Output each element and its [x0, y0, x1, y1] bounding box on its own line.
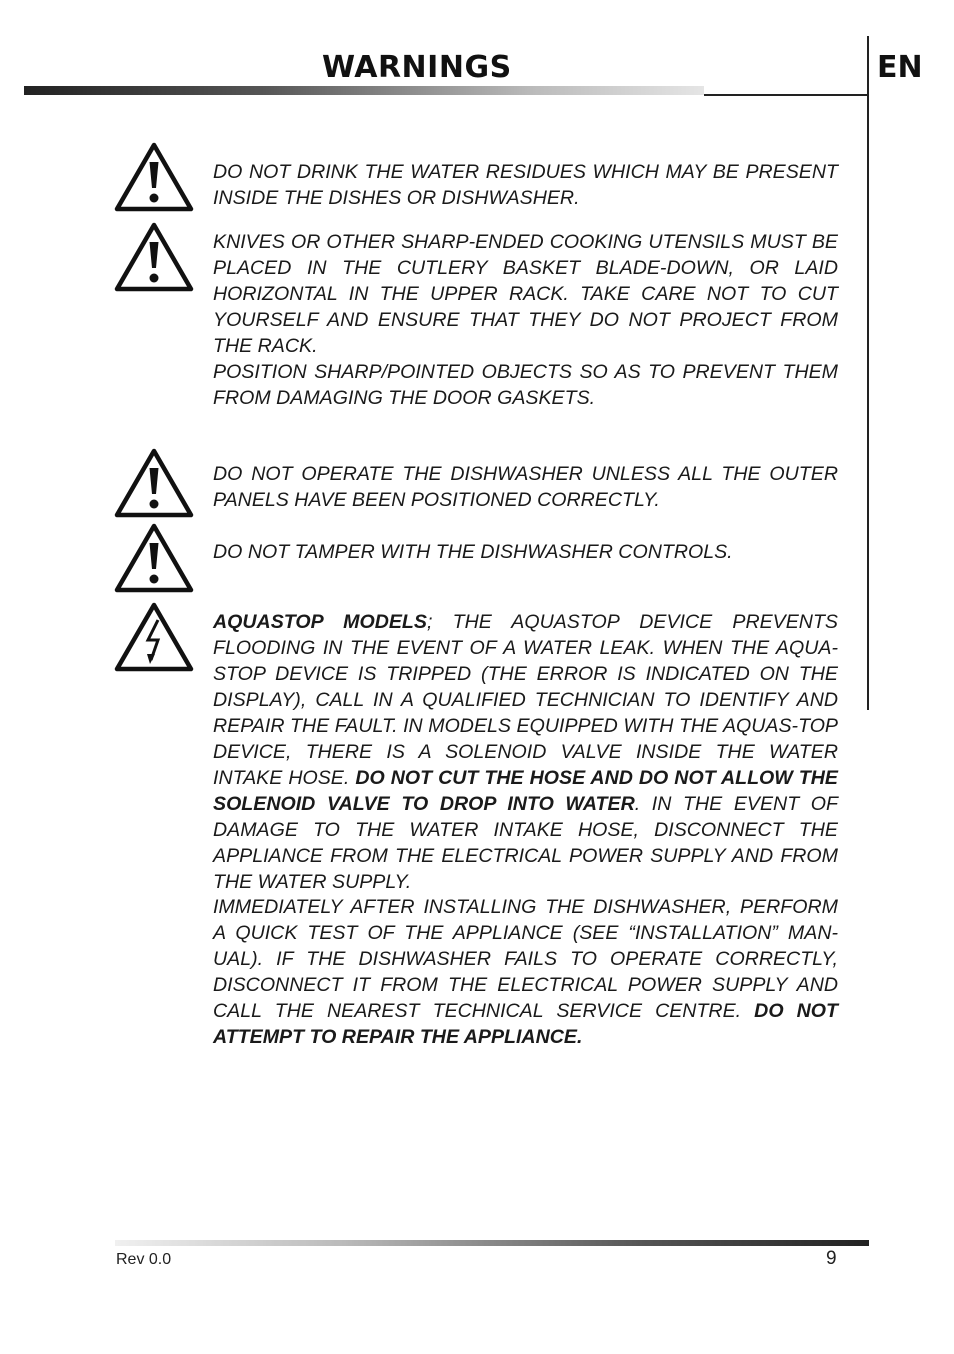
aquastop-models-label: AQUASTOP MODELS	[213, 611, 427, 633]
header-gradient-bar	[24, 86, 704, 95]
aquastop-text: ; THE AQUASTOP DEVICE PREVENTS FLOODING IN THE EVENT OF A WATER LEAK. WHEN THE AQUA-STOP DEVICE IS TRIPPED (THE ERROR IS INDICATED ON THE DISPLAY), CALL IN A QUALIFIED TECHNICIAN TO IDENTIFY AND REPAIR THE FAULT. IN MODELS EQUIPPED WITH THE AQUAS-TOP DEVICE, THERE IS A SOLENOID VALVE INSIDE THE WATER INTAKE HOSE.	[213, 611, 838, 789]
warning-knives: KNIVES OR OTHER SHARP-ENDED COOKING UTENSILS MUST BE PLACED IN THE CUTLERY BASKET BLADE-DOWN, OR LAID HORIZONTAL IN THE UPPER RACK. TAKE CARE NOT TO CUT YOURSELF AND ENSURE THAT THEY DO NOT PROJECT FROM THE RACK.	[213, 231, 838, 357]
warning-sharp-objects: POSITION SHARP/POINTED OBJECTS SO AS TO PREVENT THEM FROM DAMAGING THE DOOR GASKETS.	[213, 361, 838, 409]
page-title: WARNINGS	[322, 50, 512, 85]
warning-drink-water: DO NOT DRINK THE WATER RESIDUES WHICH MAY BE PRESENT INSIDE THE DISHES OR DISHWASHER.	[213, 161, 838, 209]
language-code: EN	[877, 50, 923, 85]
footer-gradient-bar	[115, 1240, 869, 1246]
hose-warning-bold: DO NOT CUT THE HOSE AND DO NOT ALLOW THE SOLENOID VALVE TO DROP INTO WATER	[213, 767, 838, 815]
warning-exclamation-icon	[114, 448, 194, 518]
aquastop-text-continued: . IN THE EVENT OF DAMAGE TO THE WATER INTAKE HOSE, DISCONNECT THE APPLIANCE FROM THE ELECTRICAL POWER SUPPLY AND FROM THE WATER SUPPLY.	[213, 793, 838, 893]
revision-label: Rev 0.0	[116, 1251, 172, 1268]
warning-exclamation-icon	[114, 523, 194, 593]
warning-controls: DO NOT TAMPER WITH THE DISHWASHER CONTROLS.	[213, 541, 733, 563]
warning-aquastop	[213, 609, 838, 895]
quick-test-text: IMMEDIATELY AFTER INSTALLING THE DISHWASHER, PERFORM A QUICK TEST OF THE APPLIANCE (SEE “INSTALLATION” MAN-UAL). IF THE DISHWASHER FAILS TO OPERATE CORRECTLY, DISCONNECT IT FROM THE ELECTRICAL POWER SUPPLY AND CALL THE NEAREST TECHNICAL SERVICE CENTRE.	[213, 896, 838, 1022]
do-not-repair-bold: DO NOT ATTEMPT TO REPAIR THE APPLIANCE.	[213, 1000, 838, 1048]
warning-exclamation-icon	[114, 142, 194, 212]
header-rule	[704, 94, 869, 96]
electrical-hazard-icon	[114, 602, 194, 672]
warning-exclamation-icon	[114, 222, 194, 292]
vertical-rule	[867, 36, 869, 710]
warning-outer-panels: DO NOT OPERATE THE DISHWASHER UNLESS ALL THE OUTER PANELS HAVE BEEN POSITIONED CORRECTLY.	[213, 463, 838, 511]
warning-quick-test	[213, 894, 838, 1050]
page-number: 9	[826, 1248, 837, 1269]
